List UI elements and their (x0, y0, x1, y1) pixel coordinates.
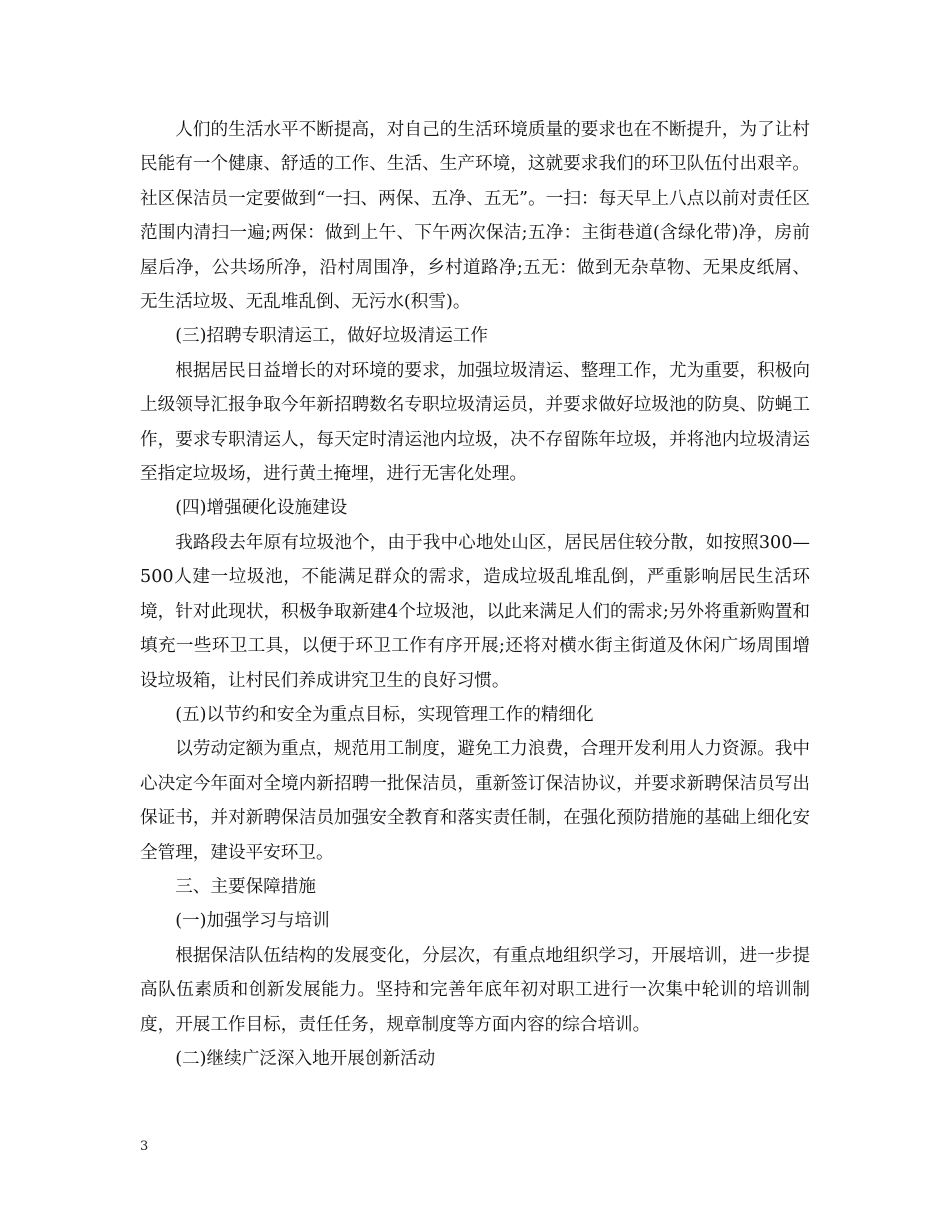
paragraph-garbage-collection: 根据居民日益增长的对环境的要求，加强垃圾清运、整理工作，尤为重要，积极向上级领导汇报争取今年新招聘数名专职垃圾清运员，并要求做好垃圾池的防臭、防蝇工作，要求专职清运人，每天定时清运池内垃圾，决不存留陈年垃圾，并将池内垃圾清运至指定垃圾场，进行黄土掩埋，进行无害化处理。 (140, 360, 810, 485)
heading-study-and-training: (一)加强学习与培训 (175, 911, 330, 932)
heading-saving-and-safety: (五)以节约和安全为重点目标，实现管理工作的精细化 (175, 704, 594, 725)
heading-innovation-activities: (二)继续广泛深入地开展创新活动 (175, 1048, 436, 1069)
paragraph-sanitation-standards: 人们的生活水平不断提高，对自己的生活环境质量的要求也在不断提升，为了让村民能有一个健康、舒适的工作、生活、生产环境，这就要求我们的环卫队伍付出艰辛。社区保洁员一定要做到“一扫、两保、五净、五无”。一扫：每天早上八点以前对责任区范围内清扫一遍;两保：做到上午、下午两次保洁;五净：主街巷道(含绿化带)净，房前屋后净，公共场所净，沿村周围净，乡村道路净;五无：做到无杂草物、无果皮纸屑、无生活垃圾、无乱堆乱倒、无污水(积雪)。 (140, 120, 810, 313)
heading-main-measures: 三、主要保障措施 (175, 876, 316, 897)
page-number: 3 (140, 1139, 149, 1154)
paragraph-labor-quota: 以劳动定额为重点，规范用工制度，避免工力浪费，合理开发利用人力资源。我中心决定今年面对全境内新招聘一批保洁员，重新签订保洁协议，并要求新聘保洁员写出保证书，并对新聘保洁员加强安全教育和落实责任制，在强化预防措施的基础上细化安全管理，建设平安环卫。 (140, 739, 810, 863)
document-body (140, 113, 810, 1076)
heading-hardened-facilities: (四)增强硬化设施建设 (175, 498, 348, 519)
paragraph-training-system: 根据保洁队伍结构的发展变化，分层次，有重点地组织学习，开展培训，进一步提高队伍素质和创新发展能力。坚持和完善年底年初对职工进行一次集中轮训的培训制度，开展工作目标，责任任务，规章制度等方面内容的综合培训。 (140, 945, 810, 1035)
heading-recruit-cleaners: (三)招聘专职清运工，做好垃圾清运工作 (175, 326, 489, 347)
paragraph-garbage-pools: 我路段去年原有垃圾池个，由于我中心地处山区，居民居住较分散，如按照300—500人建一垃圾池，不能满足群众的需求，造成垃圾乱堆乱倒，严重影响居民生活环境，针对此现状，积极争取新建4个垃圾池，以此来满足人们的需求;另外将重新购置和填充一些环卫工具，以便于环卫工作有序开展;还将对横水街主街道及休闲广场周围增设垃圾箱，让村民们养成讲究卫生的良好习惯。 (140, 532, 810, 691)
